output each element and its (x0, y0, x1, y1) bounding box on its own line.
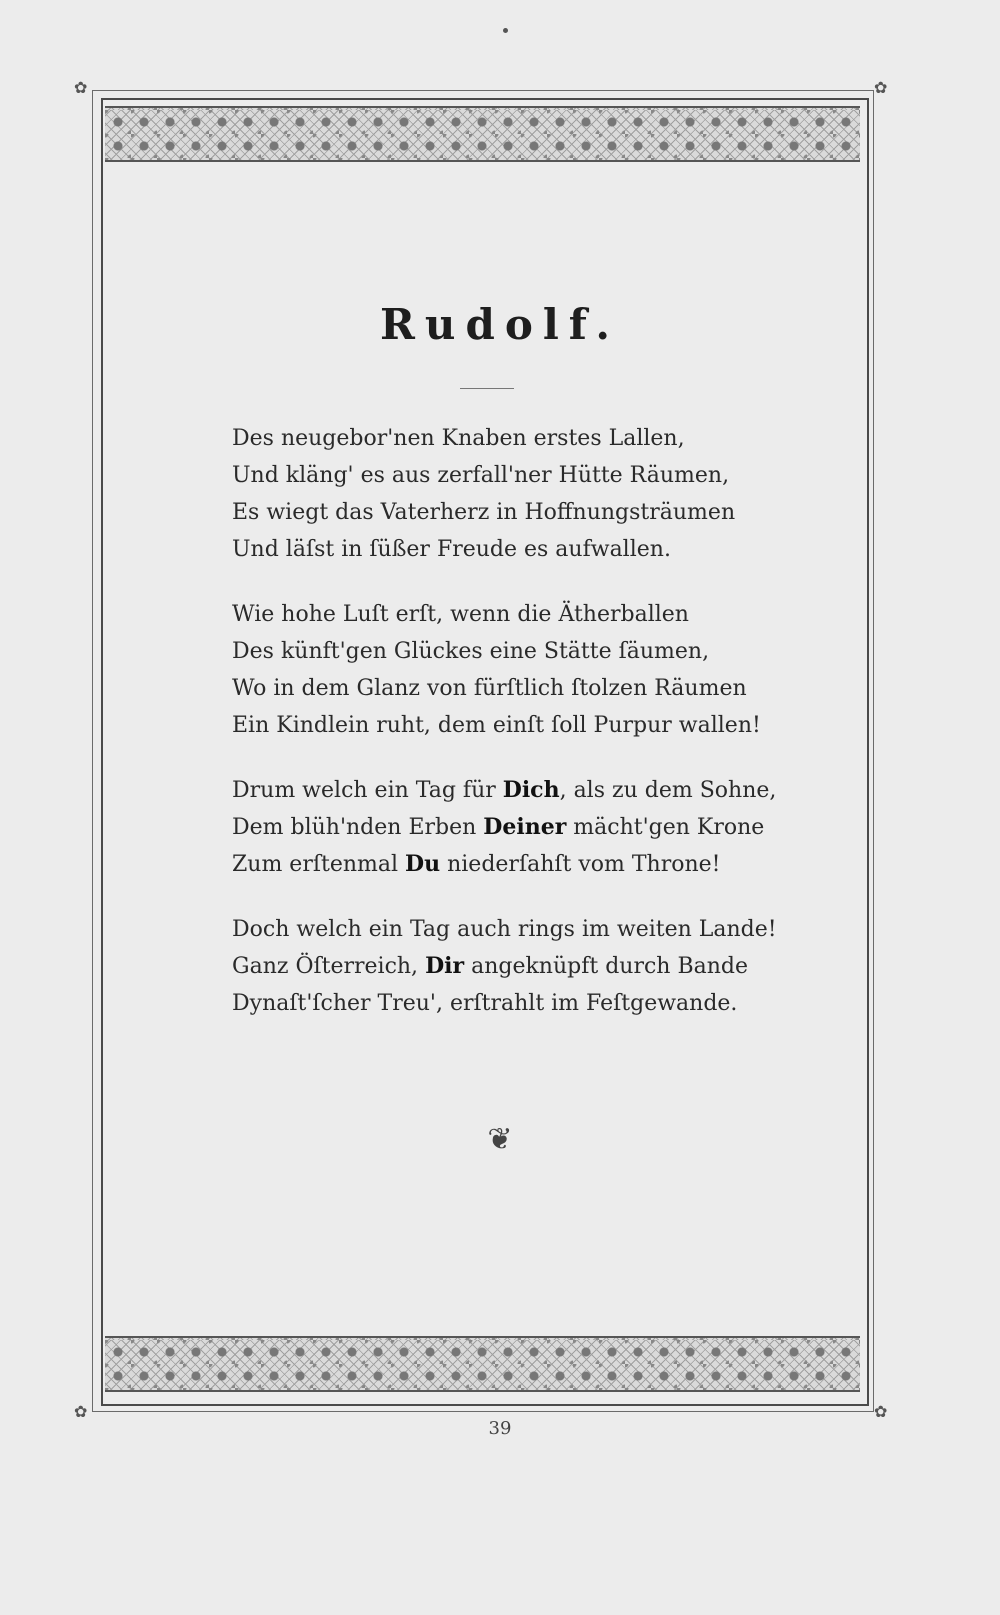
emphasized-word: Dir (425, 953, 465, 979)
verse-line: Dem blüh'nden Erben Deiner mächt'gen Krone (232, 814, 765, 840)
emphasized-word: Du (405, 851, 441, 877)
verse-line: Wo in dem Glanz von fürſtlich ſtolzen Räumen (232, 676, 747, 701)
verse-line: Drum welch ein Tag für Dich, als zu dem Sohne, (232, 777, 777, 803)
poem-body (232, 420, 792, 1050)
verse-line: Ein Kindlein ruht, dem einſt ſoll Purpur wallen! (232, 713, 761, 738)
verse-line: Zum erſtenmal Du niederſahſt vom Throne! (232, 851, 721, 877)
corner-ornament-icon: ✿ (74, 78, 88, 97)
verse-line: Dynaſt'ſcher Treu', erſtrahlt im Feſtgewande. (232, 991, 738, 1016)
verse-line: Des neugebor'nen Knaben erstes Lallen, (232, 426, 685, 451)
poem-title: Rudolf. (380, 300, 620, 349)
corner-ornament-icon: ✿ (874, 1402, 888, 1421)
verse-line: Und läſst in ſüßer Freude es aufwallen. (232, 537, 671, 562)
corner-ornament-icon: ✿ (74, 1402, 88, 1421)
verse-line: Es wiegt das Vaterherz in Hoffnungsträumen (232, 500, 736, 525)
bottom-ornamental-border (105, 1336, 860, 1392)
emphasized-word: Dich (502, 777, 560, 803)
corner-ornament-icon: ✿ (874, 78, 888, 97)
page-number: 39 (488, 1418, 512, 1439)
stanza-3 (232, 772, 792, 883)
stanza-1 (232, 420, 792, 568)
verse-line: Ganz Öſterreich, Dir angeknüpft durch Bande (232, 953, 749, 979)
fleuron-icon: ❦ (487, 1122, 513, 1157)
verse-line: Wie hohe Luſt erſt, wenn die Ätherballen (232, 602, 689, 627)
ink-dot (503, 28, 508, 33)
verse-line: Und kläng' es aus zerfall'ner Hütte Räumen, (232, 463, 730, 488)
stanza-4 (232, 911, 792, 1022)
stanza-2 (232, 596, 792, 744)
verse-line: Des künft'gen Glückes eine Stätte ſäumen, (232, 639, 710, 664)
top-ornamental-border (105, 106, 860, 162)
title-divider (460, 388, 514, 389)
emphasized-word: Deiner (483, 814, 567, 840)
verse-line: Doch welch ein Tag auch rings im weiten Lande! (232, 917, 777, 942)
